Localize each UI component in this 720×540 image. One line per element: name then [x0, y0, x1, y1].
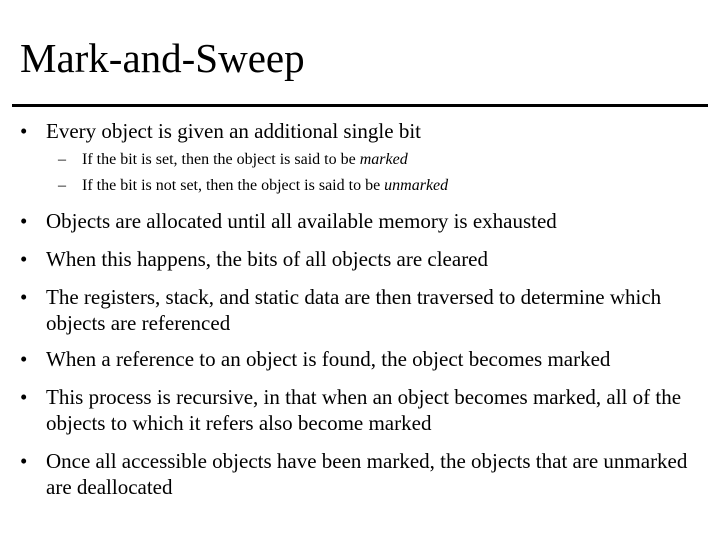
- bullet-icon: •: [20, 347, 28, 371]
- bullet-text: Objects are allocated until all available memory is exhausted: [46, 209, 557, 233]
- emphasis-text: marked: [359, 151, 408, 168]
- bullet-icon: •: [20, 209, 28, 233]
- sub-bullet-text: If the bit is set, then the object is said to be: [82, 151, 360, 168]
- bullet-icon: •: [20, 385, 28, 409]
- bullet-item: [20, 246, 710, 272]
- bullet-item: [20, 448, 710, 500]
- bullet-item: [20, 118, 710, 144]
- bullet-item: [20, 208, 710, 234]
- bullet-item: [20, 384, 710, 436]
- bullet-icon: •: [20, 247, 28, 271]
- sub-bullet-text: If the bit is not set, then the object is said to be: [82, 177, 385, 194]
- bullet-icon: •: [20, 119, 28, 143]
- bullet-text: Once all accessible objects have been marked, the objects that are unmarked are deallocated: [46, 449, 688, 499]
- title-divider: [12, 104, 708, 107]
- bullet-text: When this happens, the bits of all objects are cleared: [46, 247, 489, 271]
- bullet-icon: •: [20, 285, 28, 309]
- bullet-item: [20, 284, 710, 336]
- bullet-icon: •: [20, 449, 28, 473]
- emphasis-text: unmarked: [384, 177, 449, 194]
- bullet-text: Every object is given an additional single bit: [46, 119, 421, 143]
- sub-bullet-item: [58, 150, 708, 170]
- bullet-item: [20, 346, 710, 372]
- slide-title: Mark-and-Sweep: [20, 35, 305, 81]
- bullet-text: This process is recursive, in that when an object becomes marked, all of the objects to which it refers also become marked: [46, 385, 682, 435]
- sub-bullet-item: [58, 176, 708, 196]
- dash-icon: –: [58, 151, 66, 168]
- bullet-text: The registers, stack, and static data are then traversed to determine which objects are referenced: [46, 285, 662, 335]
- bullet-text: When a reference to an object is found, the object becomes marked: [46, 347, 611, 371]
- dash-icon: –: [58, 177, 66, 194]
